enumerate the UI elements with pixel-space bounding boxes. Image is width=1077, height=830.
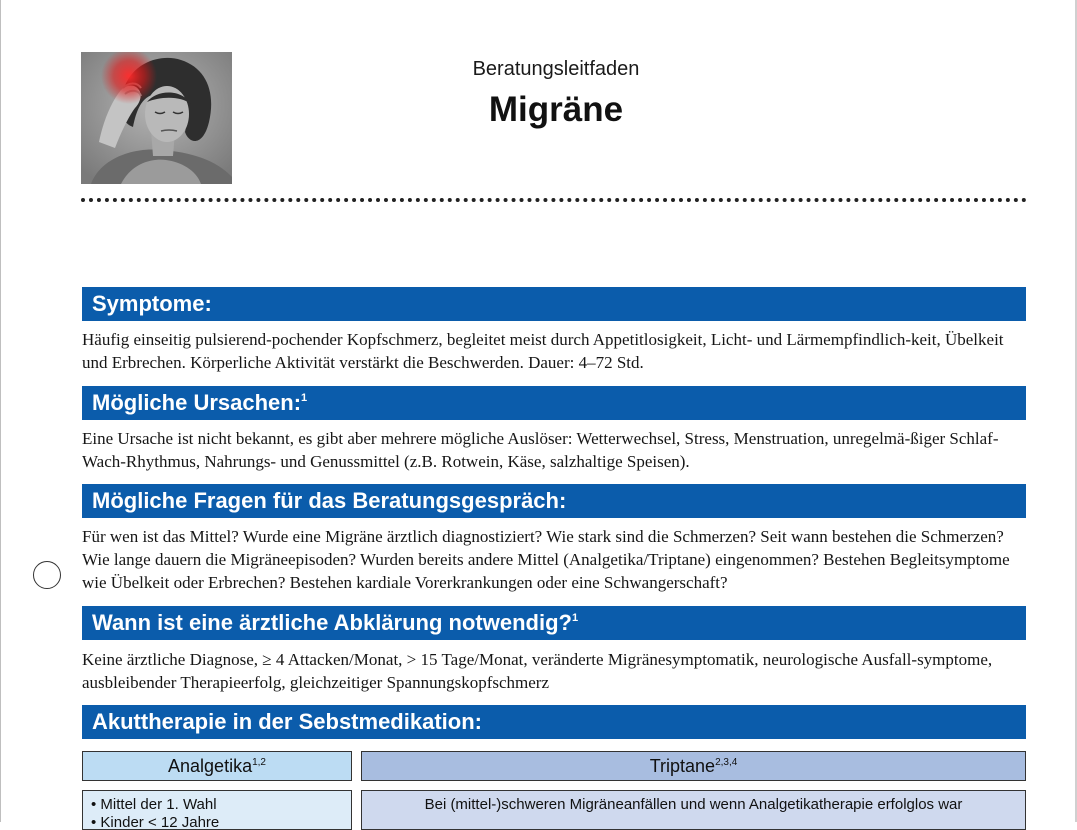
footnote-ref: 1 [301,392,308,404]
page-left-edge [0,0,1,822]
section-heading-symptome [82,287,1026,321]
table-header-label: Triptane [649,756,716,776]
section-heading-ursachen [82,386,1026,420]
section-text-fragen: Für wen ist das Mittel? Wurde eine Migräne ärztlich diagnostiziert? Wie stark sind die Schmerzen? Seit wann bestehen die Schmerzen? Wie lange dauern die Migräneepisoden? Wurden bereits andere Mittel (Analgetika/Triptane) eingenommen? Bestehen Begleitsymptome wie Übelkeit oder Erbrechen? Bestehen kardiale Vorerkrankungen oder eine Schwangerschaft? [82,527,1010,592]
section-heading-label: Mögliche Fragen für das Beratungsgespräch: [92,488,567,513]
section-heading-label: Wann ist eine ärztliche Abklärung notwendig? [92,610,572,635]
dotted-divider [81,198,1027,202]
document-title: Migräne [488,90,624,129]
table-cell-analgetika [82,790,352,830]
woman-with-migraine-photo [81,52,232,184]
section-text-ursachen: Eine Ursache ist nicht bekannt, es gibt aber mehrere mögliche Auslöser: Wetterwechsel, Stress, Menstruation, unregelmä-ßiger Schlaf-Wach-Rhythmus, Nahrungs- und Genussmittel (z.B. Rotwein, Käse, salzhaltige Speisen). [82,429,999,471]
section-heading-label: Symptome: [92,291,212,316]
section-heading-fragen [82,484,1026,518]
section-heading-label: Mögliche Ursachen: [92,390,302,415]
section-text-abklaerung: Keine ärztliche Diagnose, ≥ 4 Attacken/Monat, > 15 Tage/Monat, veränderte Migränesymptomatik, neurologische Ausfall-symptome, ausbleibender Therapieerfolg, gleichzeitiger Spannungskopfschmerz [82,650,993,692]
footnote-ref: 1 [571,612,579,624]
section-heading-abklaerung [82,606,1026,640]
section-heading-label: Akuttherapie in der Sebstmedikation: [92,709,482,734]
section-text-symptome: Häufig einseitig pulsierend-pochender Kopfschmerz, begleitet meist durch Appetitlosigkeit, Licht- und Lärmempfindlich-keit, Übelkeit und Erbrechen. Körperliche Aktivität verstärkt die Beschwerden. Dauer: 4–72 Std. [82,330,1004,372]
table-cell-triptane: Bei (mittel-)schweren Migräneanfällen und wenn Analgetikatherapie erfolglos war [361,790,1026,830]
table-header-label: Analgetika [168,756,253,776]
binder-hole [33,561,61,589]
document-supertitle: Beratungsleitfaden [472,58,640,80]
footnote-ref: 2,3,4 [715,757,738,768]
footnote-ref: 1,2 [252,757,266,768]
section-heading-akuttherapie [82,705,1026,739]
table-header-triptane [361,751,1026,781]
list-item: • Mittel der 1. Wahl [91,796,351,814]
table-header-analgetika [82,751,352,781]
list-item: • Kinder < 12 Jahre [91,814,351,830]
